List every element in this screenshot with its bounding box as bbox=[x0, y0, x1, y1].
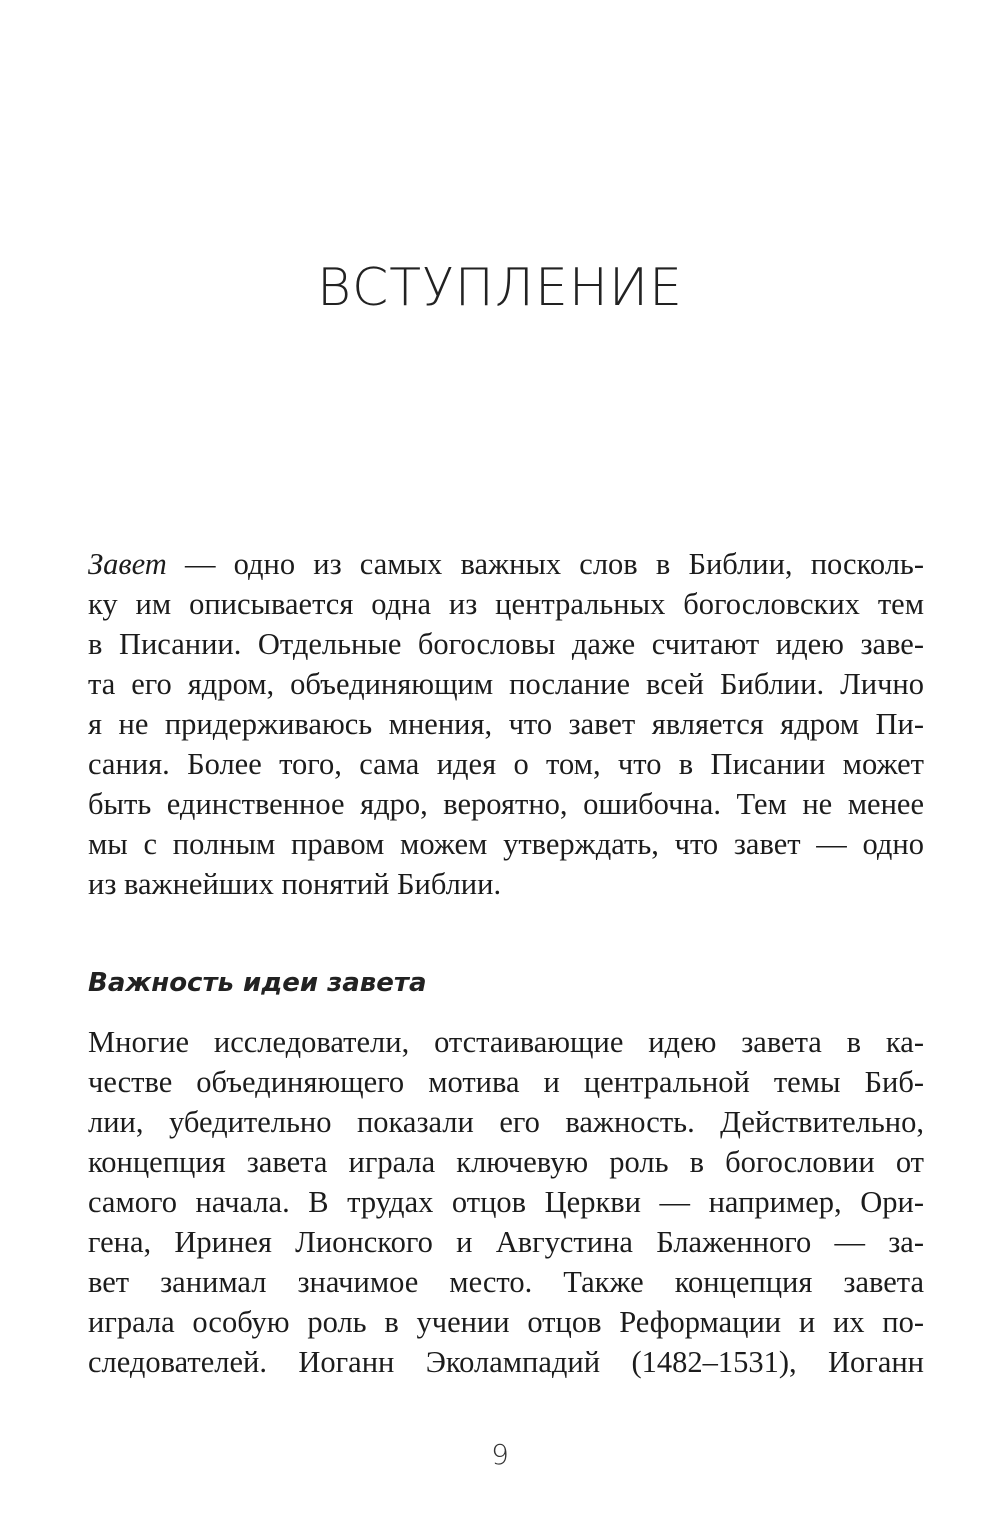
text-line: я не придерживаюсь мнения, что завет является ядром Пи- bbox=[88, 707, 924, 741]
text-line: из важнейших понятий Библии. bbox=[88, 867, 502, 901]
text-line: в Писании. Отдельные богословы даже считают идею заве- bbox=[88, 627, 924, 661]
text-line: лии, убедительно показали его важность. Действительно, bbox=[88, 1105, 924, 1139]
text-line: ку им описывается одна из центральных богословских тем bbox=[88, 587, 924, 621]
text-line: вет занимал значимое место. Также концепция завета bbox=[88, 1265, 924, 1299]
text-line: та его ядром, объединяющим послание всей Библии. Лично bbox=[88, 667, 924, 701]
paragraph-importance bbox=[88, 1022, 924, 1382]
text-line: гена, Иринея Лионского и Августина Блаженного — за- bbox=[88, 1225, 924, 1259]
text-line-rest: — одно из самых важных слов в Библии, посколь- bbox=[166, 547, 924, 581]
text-line: концепция завета играла ключевую роль в богословии от bbox=[88, 1145, 924, 1179]
text-line: мы с полным правом можем утверждать, что завет — одно bbox=[88, 827, 924, 861]
page-number: 9 bbox=[491, 1438, 509, 1471]
text-line: честве объединяющего мотива и центральной темы Биб- bbox=[88, 1065, 924, 1099]
section-heading: Важность идеи завета bbox=[88, 968, 427, 998]
text-line: следователей. Иоганн Эколампадий (1482–1531), Иоганн bbox=[88, 1345, 924, 1379]
text-line bbox=[88, 544, 924, 584]
text-line: сания. Более того, сама идея о том, что в Писании может bbox=[88, 747, 924, 781]
paragraph-intro bbox=[88, 544, 924, 904]
text-line: быть единственное ядро, вероятно, ошибочна. Тем не менее bbox=[88, 787, 924, 821]
text-line: самого начала. В трудах отцов Церкви — например, Ори- bbox=[88, 1185, 924, 1219]
chapter-title: ВСТУПЛЕНИЕ bbox=[316, 258, 684, 318]
text-line: играла особую роль в учении отцов Реформации и их по- bbox=[88, 1305, 924, 1339]
emphasized-word: Завет bbox=[88, 547, 167, 581]
text-line: Многие исследователи, отстаивающие идею завета в ка- bbox=[88, 1025, 924, 1059]
